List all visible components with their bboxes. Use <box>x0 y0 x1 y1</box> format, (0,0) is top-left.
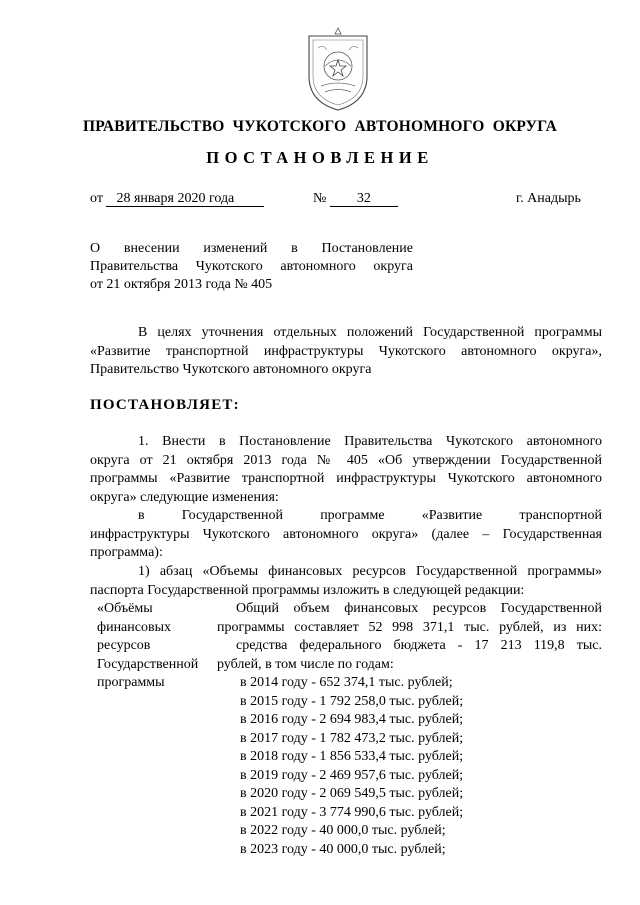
item-1a-paragraph <box>90 507 602 563</box>
funding-year-item: в 2021 году - 3 774 990,6 тыс. рублей; <box>240 804 464 820</box>
funding-year-item: в 2020 году - 2 069 549,5 тыс. рублей; <box>240 786 464 801</box>
passport-text-line: программы составляет 52 998 371,1 тыс. рублей, из них: <box>217 619 602 635</box>
item-1-line: округа» следующие изменения: <box>90 489 279 505</box>
resolves-heading: ПОСТАНОВЛЯЕТ: <box>90 397 240 413</box>
document-type-heading: ПОСТАНОВЛЕНИЕ <box>206 148 434 167</box>
funding-year-item: в 2015 году - 1 792 258,0 тыс. рублей; <box>240 693 464 709</box>
passport-text-line: Общий объем финансовых ресурсов Государственной <box>236 601 602 616</box>
subject-line: О внесении изменений в Постановление <box>90 241 413 256</box>
from-label: от <box>90 191 103 206</box>
coat-of-arms-icon <box>303 26 373 114</box>
item-1b-paragraph <box>90 563 602 600</box>
preamble-line: Правительство Чукотского автономного округа <box>90 362 372 377</box>
funding-year-item: в 2017 году - 1 782 473,2 тыс. рублей; <box>240 730 464 746</box>
item-1b-line: паспорта Государственной программы изложить в следующей редакции: <box>90 582 525 598</box>
item-1-line: программы «Развитие транспортной инфраструктуры Чукотского автономного <box>90 471 602 486</box>
funding-year-item: в 2023 году - 40 000,0 тыс. рублей; <box>240 841 446 857</box>
funding-year-item: в 2016 году - 2 694 983,4 тыс. рублей; <box>240 712 464 727</box>
passport-text-line: рублей, в том числе по годам: <box>217 656 394 672</box>
item-1b-line: 1) абзац «Объемы финансовых ресурсов Государственной программы» <box>138 564 602 579</box>
item-1a-line: в Государственной программе «Развитие транспортной <box>138 508 602 523</box>
document-date: 28 января 2020 года <box>106 191 264 207</box>
funding-year-item: в 2022 году - 40 000,0 тыс. рублей; <box>240 823 446 838</box>
date-line <box>90 191 264 207</box>
preamble-line: В целях уточнения отдельных положений Государственной программы <box>138 325 602 340</box>
passport-label-line: финансовых <box>97 619 171 635</box>
preamble-paragraph <box>90 324 602 380</box>
subject-line: от 21 октября 2013 года № 405 <box>90 277 273 292</box>
funding-year-item: в 2018 году - 1 856 533,4 тыс. рублей; <box>240 749 464 764</box>
passport-label-line: «Объёмы <box>97 601 153 616</box>
passport-label-line: ресурсов <box>97 638 151 653</box>
preamble-line: «Развитие транспортной инфраструктуры Чукотского автономного округа», <box>90 343 602 359</box>
government-title: ПРАВИТЕЛЬСТВО ЧУКОТСКОГО АВТОНОМНОГО ОКРУГА <box>82 118 558 135</box>
subject-line: Правительства Чукотского автономного округа <box>90 259 413 274</box>
funding-by-year-list <box>240 674 463 859</box>
item-1a-line: инфраструктуры Чукотского автономного округа» (далее – Государственная <box>90 526 602 542</box>
item-1a-line: программа): <box>90 545 163 560</box>
document-number: 32 <box>330 191 398 207</box>
passport-label-line: программы <box>97 675 165 690</box>
document-subject <box>90 240 413 294</box>
item-1-line: округа от 21 октября 2013 года № 405 «Об утверждении Государственной <box>90 452 602 468</box>
funding-year-item: в 2019 году - 2 469 957,6 тыс. рублей; <box>240 767 464 783</box>
funding-year-item: в 2014 году - 652 374,1 тыс. рублей; <box>240 675 453 690</box>
passport-label <box>97 600 217 693</box>
item-1-line: 1. Внести в Постановление Правительства Чукотского автономного <box>138 434 602 449</box>
city: г. Анадырь <box>516 191 581 206</box>
passport-text <box>217 600 602 674</box>
passport-label-line: Государственной <box>97 656 199 672</box>
item-1-paragraph <box>90 433 602 507</box>
number-label: № <box>313 191 327 206</box>
passport-text-line: средства федерального бюджета - 17 213 119,8 тыс. <box>236 638 602 653</box>
number-line <box>313 191 398 207</box>
